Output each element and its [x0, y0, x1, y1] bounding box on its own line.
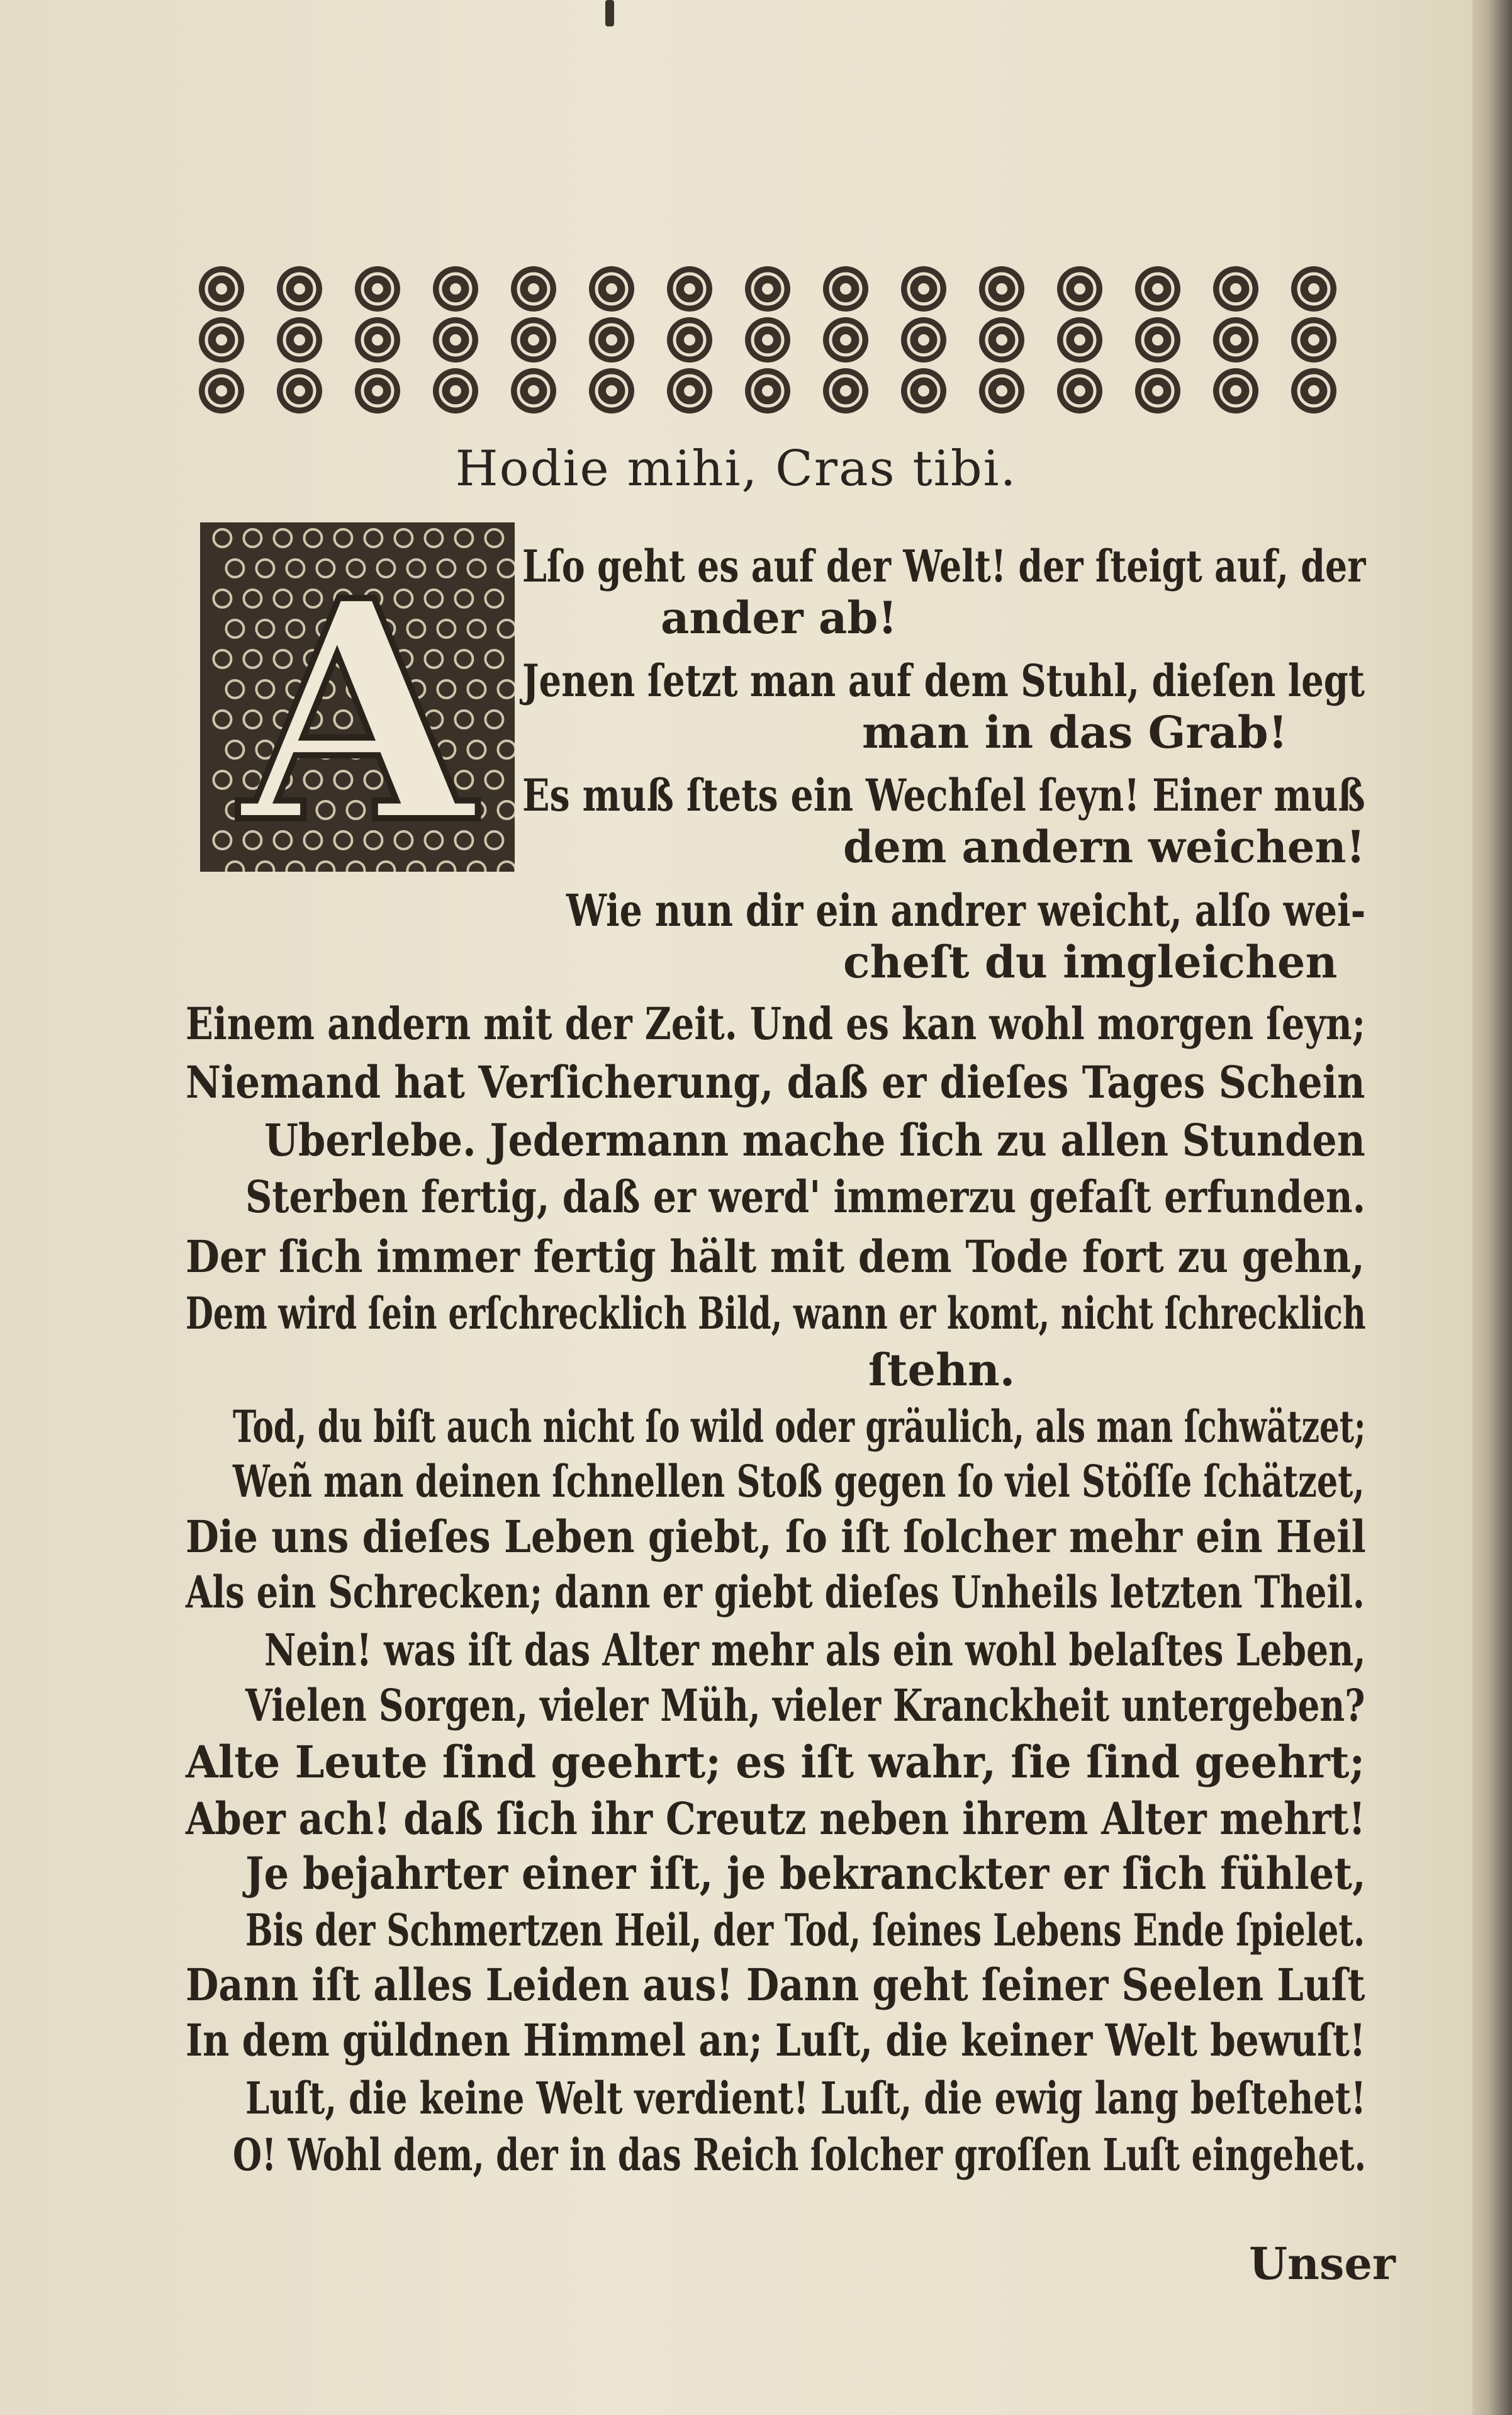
rosette-ornament — [745, 266, 790, 312]
catchword: Unser — [1249, 2238, 1396, 2290]
rosette-ornament — [1057, 266, 1102, 312]
text-line: dem andern weichen! — [843, 821, 1365, 873]
rosette-ornament — [589, 368, 634, 414]
text-line: Als ein Schrecken; dann er giebt dieſes Unheils letzten Theil. — [186, 1566, 1365, 1618]
rosette-ornament — [979, 266, 1024, 312]
decorated-initial — [200, 522, 515, 872]
text-line: Weñ man deinen ſchnellen Stoß gegen ſo viel Stöſſe ſchätzet, — [233, 1455, 1365, 1507]
rosette-ornament — [589, 317, 634, 363]
rosette-ornament — [511, 266, 556, 312]
rosette-ornament — [1135, 368, 1180, 414]
text-line: cheſt du imgleichen — [843, 936, 1338, 988]
rosette-ornament — [667, 266, 712, 312]
text-line: Je bejahrter einer iſt, je bekranckter er ſich fühlet, — [245, 1847, 1366, 1900]
text-line: Wie nun dir ein andrer weicht, alſo wei- — [566, 884, 1366, 937]
top-mark — [605, 0, 614, 26]
rosette-ornament — [979, 368, 1024, 414]
rosette-ornament — [433, 266, 478, 312]
rosette-ornament — [511, 317, 556, 363]
initial-letter: A — [240, 535, 475, 872]
rosette-ornament — [823, 368, 868, 414]
rosette-ornament — [901, 266, 946, 312]
rosette-ornament — [1057, 368, 1102, 414]
text-line: Niemand hat Verſicherung, daß er dieſes Tages Schein — [186, 1056, 1365, 1108]
rosette-ornament — [745, 368, 790, 414]
ornament-band — [182, 263, 1353, 417]
text-line: Nein! was iſt das Alter mehr als ein wohl belaſtes Leben, — [264, 1624, 1366, 1676]
text-line: Dann iſt alles Leiden aus! Dann geht ſeiner Seelen Luſt — [186, 1959, 1365, 2011]
rosette-ornament — [277, 368, 322, 414]
text-line: Vielen Sorgen, vieler Müh, vieler Kranckheit untergeben? — [245, 1679, 1365, 1731]
text-line: Alte Leute ſind geehrt; es iſt wahr, ſie ſind geehrt; — [186, 1736, 1365, 1788]
rosette-ornament — [199, 317, 244, 363]
rosette-ornament — [355, 317, 400, 363]
rosette-ornament — [1213, 368, 1258, 414]
rosette-ornament — [433, 368, 478, 414]
text-line: Einem andern mit der Zeit. Und es kan wohl morgen ſeyn; — [186, 998, 1365, 1050]
rosette-ornament — [355, 368, 400, 414]
rosette-ornament — [667, 317, 712, 363]
rosette-ornament — [667, 368, 712, 414]
text-line: Sterben fertig, daß er werd' immerzu gefaſt erfunden. — [245, 1171, 1366, 1223]
text-line: Tod, du biſt auch nicht ſo wild oder gräulich, als man ſchwätzet; — [233, 1400, 1366, 1453]
rosette-ornament — [1135, 266, 1180, 312]
text-line: Aber ach! daß ſich ihr Creutz neben ihrem Alter mehrt! — [186, 1793, 1365, 1845]
rosette-ornament — [199, 266, 244, 312]
text-line: Es muß ſtets ein Wechſel ſeyn! Einer muß — [522, 769, 1365, 821]
text-line: man in das Grab! — [862, 706, 1288, 758]
text-line: Lſo geht es auf der Welt! der ſteigt auf, der — [522, 540, 1366, 592]
rosette-ornament — [355, 266, 400, 312]
rosette-ornament — [277, 266, 322, 312]
text-line: Dem wird ſein erſchrecklich Bild, wann er komt, nicht ſchrecklich — [186, 1287, 1366, 1339]
rosette-ornament — [901, 317, 946, 363]
text-line: O! Wohl dem, der in das Reich ſolcher groſſen Luſt eingehet. — [233, 2129, 1367, 2181]
text-line: ander ab! — [661, 592, 898, 644]
rosette-ornament — [199, 368, 244, 414]
rosette-ornament — [433, 317, 478, 363]
text-line: Die uns dieſes Leben giebt, ſo iſt ſolcher mehr ein Heil — [186, 1511, 1366, 1563]
page-title: Hodie mihi, Cras tibi. — [455, 441, 1017, 497]
text-line: Bis der Schmertzen Heil, der Tod, ſeines Lebens Ende ſpielet. — [245, 1904, 1365, 1956]
text-line: Uberlebe. Jedermann mache ſich zu allen Stunden — [264, 1114, 1365, 1166]
rosette-ornament — [823, 317, 868, 363]
rosette-ornament — [745, 317, 790, 363]
rosette-ornament — [511, 368, 556, 414]
text-line: Der ſich immer fertig hält mit dem Tode fort zu gehn, — [186, 1230, 1365, 1283]
rosette-ornament — [1291, 317, 1336, 363]
rosette-ornament — [1135, 317, 1180, 363]
book-spine — [1472, 0, 1512, 2415]
rosette-ornament — [1213, 266, 1258, 312]
rosette-ornament — [589, 266, 634, 312]
text-line: Luſt, die keine Welt verdient! Luſt, die ewig lang beſtehet! — [245, 2072, 1366, 2124]
rosette-ornament — [901, 368, 946, 414]
rosette-ornament — [277, 317, 322, 363]
rosette-ornament — [1213, 317, 1258, 363]
rosette-ornament — [979, 317, 1024, 363]
rosette-ornament — [823, 266, 868, 312]
text-line: Jenen ſetzt man auf dem Stuhl, dieſen legt — [522, 655, 1365, 707]
text-line: In dem güldnen Himmel an; Luſt, die keiner Welt bewuſt! — [186, 2014, 1366, 2066]
text-line: ſtehn. — [868, 1344, 1016, 1396]
rosette-ornament — [1291, 368, 1336, 414]
rosette-ornament — [1057, 317, 1102, 363]
rosette-ornament — [1291, 266, 1336, 312]
